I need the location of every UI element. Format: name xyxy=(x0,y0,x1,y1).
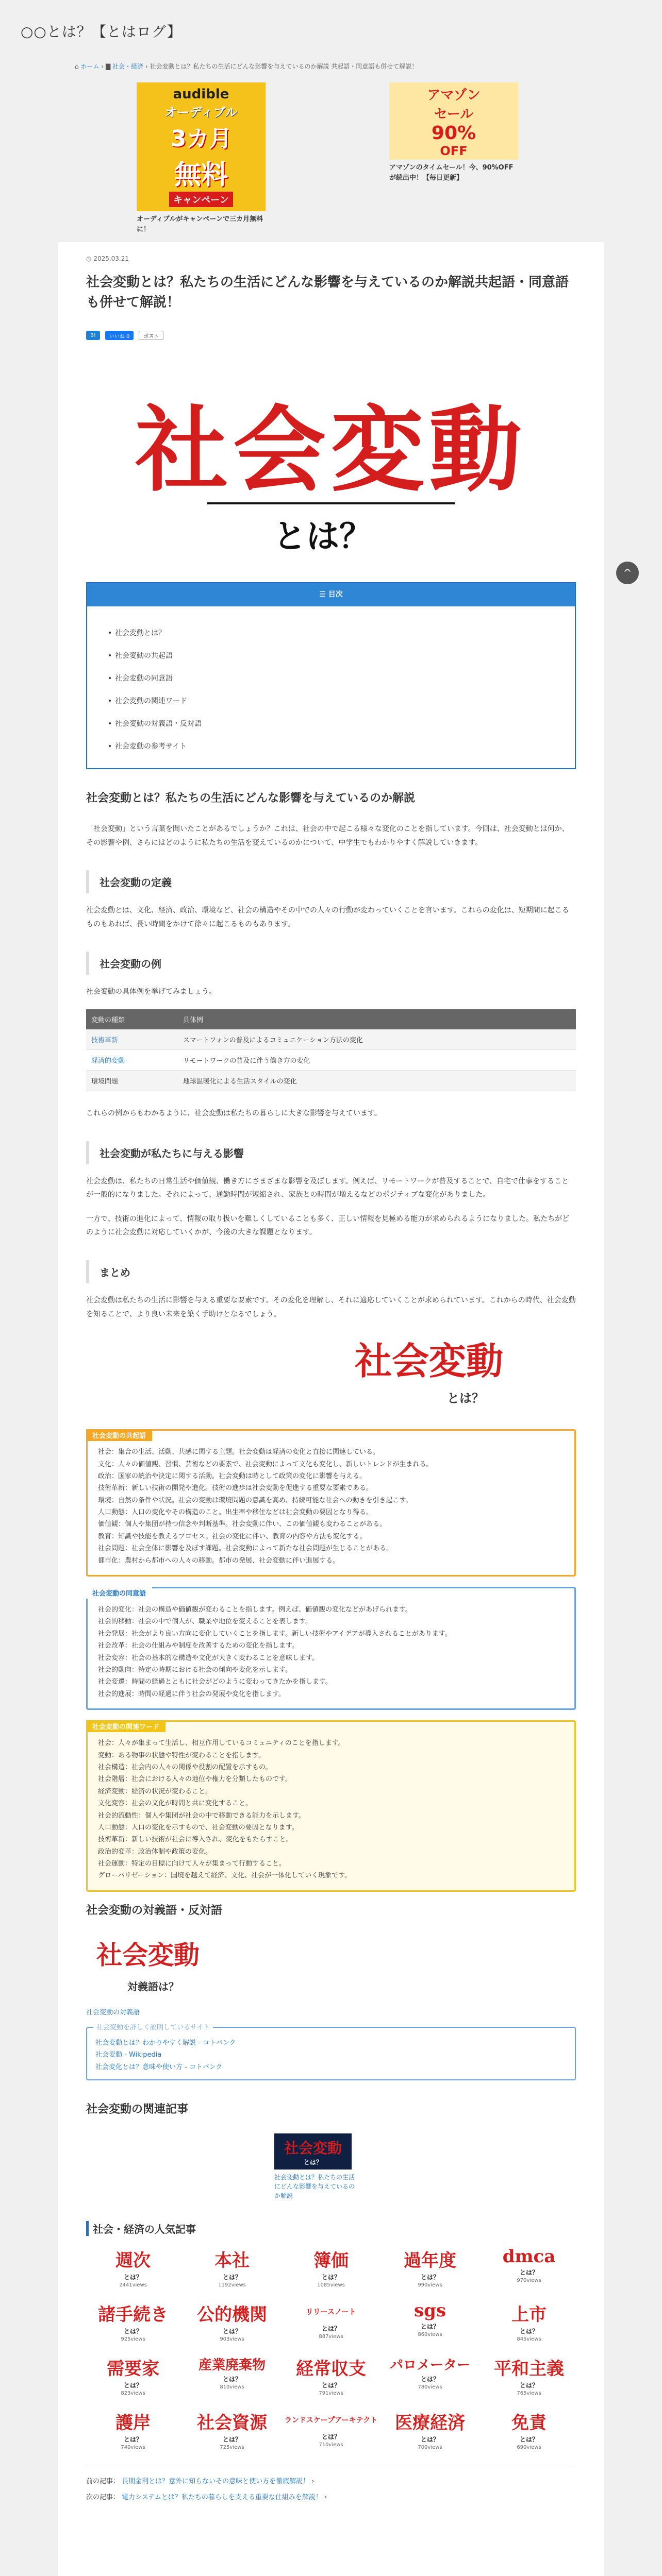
prev-label: 前の記事： xyxy=(86,2478,120,2486)
popular-word[interactable]: 本社 xyxy=(214,2250,250,2272)
toc-item[interactable]: • 社会変動の関連ワード xyxy=(108,690,554,713)
ad-audible-caption[interactable]: オーディブルがキャンペーンで三カ月無料に！ xyxy=(137,215,263,233)
popular-word[interactable]: ランドスケープアーキテクト xyxy=(284,2416,378,2425)
popular-heading: 社会・経済の人気記事 xyxy=(86,2221,576,2236)
section-heading: 社会変動の関連記事 xyxy=(86,2103,189,2116)
prev-post xyxy=(86,2473,576,2489)
toc-title: 目次 xyxy=(328,590,343,599)
popular-views: 791views xyxy=(319,2391,343,2397)
popular-toha: とは？ xyxy=(420,2274,439,2281)
separator: › xyxy=(145,63,148,70)
popular-grid xyxy=(86,2246,576,2450)
popular-views: 710views xyxy=(319,2442,343,2448)
popular-views: 725views xyxy=(220,2445,244,2451)
post-title: 社会変動とは？私たちの生活にどんな影響を与えているのか解説共起語・同意語も併せて解説！ xyxy=(86,275,569,310)
popular-views: 823views xyxy=(121,2391,145,2397)
popular-toha: とは？ xyxy=(123,2274,142,2281)
popular-toha: とは？ xyxy=(222,2328,241,2335)
eyecatch-divider xyxy=(207,502,455,504)
breadcrumb-home[interactable]: ホーム xyxy=(80,63,100,70)
box-line: 社会：人々が集まって生活し、相互作用しているコミュニティのことを指します。 xyxy=(98,1739,345,1748)
related-post-card[interactable] xyxy=(274,2133,357,2200)
popular-word[interactable]: 公的機関 xyxy=(197,2304,267,2326)
table-cell: 地球温暖化による生活スタイルの変化 xyxy=(178,1070,576,1091)
antonym-image-title: 社会変動 xyxy=(96,1939,200,1970)
popular-word[interactable]: 過年度 xyxy=(404,2250,456,2272)
box-line: 社会的変化：社会の構造や価値観が変わることを指します。例えば、価値観の変化などがあげられます。 xyxy=(98,1606,412,1614)
popular-views: 970views xyxy=(517,2278,541,2284)
popular-views: 740views xyxy=(121,2445,145,2451)
box-line: 社会階層：社会における人々の地位や権力を分類したものです。 xyxy=(98,1775,292,1784)
toc-item[interactable]: • 社会変動の同意語 xyxy=(108,667,554,690)
box-line: 社会発展：社会がより良い方向に変化していくことを指します。新しい技術やアイデアが導入されることがあります。 xyxy=(98,1630,452,1638)
popular-item[interactable] xyxy=(284,2354,378,2396)
related-site-link[interactable]: 社会変動 - Wikipedia xyxy=(95,2051,162,2059)
box-line: 経済変動：経済の状況が変わること。 xyxy=(98,1787,212,1795)
popular-word[interactable]: 医療経済 xyxy=(395,2413,465,2434)
popular-item[interactable] xyxy=(482,2409,576,2450)
ad-text: アマゾン xyxy=(427,87,481,103)
ads-row xyxy=(0,82,662,242)
popular-word[interactable]: 諸手続き xyxy=(98,2304,168,2326)
popular-item[interactable] xyxy=(482,2300,576,2342)
box-line: 技術革新：新しい技術の開発や進化。技術の進歩は社会変動を促進する重要な要素である。 xyxy=(98,1484,373,1493)
popular-toha: とは？ xyxy=(222,2376,241,2383)
impact-paragraph: 社会変動は、私たちの日常生活や価値観、働き方にさまざまな影響を及ぼします。例えば、リモートワークが普及することで、自宅で仕事をすることが一般的になりました。それによって、通勤時間が短縮され、家族との時間が増えるなどのポジティブな変化がありました。 xyxy=(86,1177,569,1199)
box-line: 社会変遷：時間の経過とともに社会がどのように変わってきたかを指します。 xyxy=(98,1678,332,1686)
eyecatch-title: 社会変動 xyxy=(135,396,527,504)
summary-paragraph: 社会変動は私たちの生活に影響を与える重要な要素です。その変化を理解し、それに適応していくことが求められています。これからの時代、社会変動を知ることで、より良い未来を築く手助けとなるでしょう。 xyxy=(86,1296,576,1318)
impact-paragraph: 一方で、技術の進化によって、情報の取り扱いを難しくしていることも多く、正しい情報を見極める能力が求められるようになりました。私たちがどのように社会変動に対応していくかが、今後の大きな課題となります。 xyxy=(86,1214,570,1237)
next-label: 次の記事： xyxy=(86,2494,120,2502)
table-row xyxy=(86,1029,576,1050)
summary-image xyxy=(86,1331,576,1409)
popular-toha: とは？ xyxy=(321,2382,340,2389)
eyecatch-image xyxy=(104,355,558,572)
popular-views: 690views xyxy=(517,2445,541,2451)
popular-item[interactable] xyxy=(383,2409,477,2450)
eyecatch-subtitle: とは？ xyxy=(273,518,372,556)
post-date-text: 2025.03.21 xyxy=(93,255,129,262)
ad-text: 3カ月 xyxy=(170,126,232,152)
popular-item[interactable] xyxy=(482,2354,576,2396)
box-line: 技術革新：新しい技術が社会に導入され、変化をもたらすこと。 xyxy=(98,1836,293,1844)
definition-paragraph: 社会変動とは、文化、経済、政治、環境など、社会の構造やその中での人々の行動が変わっていくことを言います。これらの変化は、短期間に起こるものもあれば、長い時間をかけて徐々に起こるものもあります。 xyxy=(86,906,569,928)
thumb-title: 社会変動 xyxy=(284,2139,342,2157)
popular-views: 810views xyxy=(220,2384,244,2391)
popular-views: 903views xyxy=(220,2336,244,2343)
popular-toha: とは？ xyxy=(519,2269,538,2277)
clock-icon: ◷ xyxy=(86,255,92,262)
popular-toha: とは？ xyxy=(321,2433,340,2441)
section-heading: 社会変動が私たちに与える影響 xyxy=(86,1141,576,1164)
popular-word[interactable]: 護岸 xyxy=(115,2413,151,2434)
box-line: 文化変容：社会の文化が時間と共に変化すること。 xyxy=(98,1800,253,1808)
ad-text: audible xyxy=(173,87,229,102)
chevron-right-icon: › xyxy=(311,2478,315,2486)
related-post-title[interactable]: 社会変動とは？私たちの生活にどんな影響を与えているのか解説 xyxy=(274,2174,355,2200)
section-heading: 社会変動の定義 xyxy=(86,870,576,893)
box-label: 社会変動の同意語 xyxy=(86,1587,152,1599)
popular-toha: とは？ xyxy=(420,2323,439,2331)
table-row xyxy=(86,1049,576,1070)
box-line: 文化：人々の価値観、習慣、芸術などの要素で、社会変動によって文化も変化し、新しいトレンドが生まれる。 xyxy=(98,1460,433,1468)
popular-word[interactable]: 簿価 xyxy=(313,2250,349,2272)
popular-item[interactable] xyxy=(86,2246,180,2288)
intro-paragraph: 「社会変動」という言葉を聞いたことがあるでしょうか？これは、社会の中で起こる様々な変化のことを指しています。今回は、社会変動とは何か、その影響や例、さらにはどのように私たちの生活を変えているのかについて、中学生でもわかりやすく解説していきます。 xyxy=(86,825,569,847)
toc-item[interactable]: • 社会変動の共起語 xyxy=(108,645,554,667)
table-header-cell: 具体例 xyxy=(178,1009,576,1029)
box-line: 社会：集合の生活、活動、共感に関する主題。社会変動は経済の変化と直接に関連している。 xyxy=(98,1448,380,1456)
table-cell: スマートフォンの普及によるコミュニケーション方法の変化 xyxy=(178,1029,576,1050)
popular-toha: とは？ xyxy=(123,2328,142,2335)
popular-item[interactable] xyxy=(86,2354,180,2396)
popular-item[interactable] xyxy=(86,2409,180,2450)
table-cell: リモートワークの普及に伴う働き方の変化 xyxy=(178,1049,576,1070)
examples-after: これらの例からもわかるように、社会変動は私たちの暮らしに大きな影響を与えています。 xyxy=(86,1109,382,1117)
popular-views: 765views xyxy=(517,2391,541,2397)
popular-toha: とは？ xyxy=(519,2328,538,2335)
popular-word[interactable]: sgs xyxy=(413,2300,446,2321)
section-heading: まとめ xyxy=(86,1260,576,1283)
related-site-link[interactable]: 社会変化とは？意味や使い方 - コトバンク xyxy=(95,2063,223,2071)
popular-toha: とは？ xyxy=(519,2382,538,2389)
ad-amazon-caption[interactable]: アマゾンのタイムセール！今、90%OFFが続出中！【毎日更新】 xyxy=(389,164,514,182)
ad-text: キャンペーン xyxy=(169,192,233,207)
box-line: 環境：自然の条件や状況。社会の変動は環境問題の意識を高め、持続可能な社会への動きを引き起こす。 xyxy=(98,1496,412,1504)
box-line: 社会的動向：特定の時期における社会の傾向や変化を示します。 xyxy=(98,1666,292,1674)
popular-item[interactable] xyxy=(185,2246,279,2288)
share-buttons xyxy=(86,331,576,340)
summary-image-title: 社会変動 xyxy=(354,1339,503,1383)
ad-audible-image[interactable] xyxy=(137,82,266,211)
box-line: 都市化：農村から都市への人々の移動。都市の発展、社会変動に伴い進展する。 xyxy=(98,1556,340,1565)
popular-item[interactable] xyxy=(185,2354,279,2396)
popular-word[interactable]: 経常収支 xyxy=(296,2359,366,2380)
popular-item[interactable] xyxy=(185,2409,279,2450)
popular-item[interactable] xyxy=(284,2300,378,2342)
box-line: 社会的流動性：個人や集団が社会の中で移動できる能力を示します。 xyxy=(98,1811,305,1820)
related-sites-box xyxy=(86,2023,576,2080)
page-top-button[interactable]: ^ xyxy=(616,562,639,584)
popular-item[interactable] xyxy=(86,2300,180,2342)
popular-word[interactable]: 需要家 xyxy=(107,2359,159,2380)
table-header-cell: 変動の種類 xyxy=(86,1009,178,1029)
popular-item[interactable] xyxy=(383,2300,477,2342)
breadcrumb-category[interactable]: 社会・経済 xyxy=(112,63,144,70)
popular-views: 1192views xyxy=(218,2282,246,2289)
box-line: 社会問題：社会全体に影響を及ぼす課題。社会変動によって新たな社会問題が生じることがある。 xyxy=(98,1545,393,1553)
ad-audible[interactable] xyxy=(137,82,266,242)
separator: › xyxy=(101,63,104,70)
popular-toha: とは？ xyxy=(123,2382,142,2389)
box-line: 変動：ある物事の状態や特性が変わることを指します。 xyxy=(98,1751,265,1759)
examples-table xyxy=(86,1009,576,1091)
ad-text: オーディブル xyxy=(164,105,238,120)
box-line: 政治：国家の統治や決定に関する活動。社会変動は時として政策の変化に影響を与える。 xyxy=(98,1472,367,1480)
prev-post-link[interactable]: 長期金利とは？意外に知らないその意味と使い方を徹底解説！ xyxy=(122,2478,310,2486)
toc-item[interactable]: • 社会変動の対義語・反対語 xyxy=(108,713,554,735)
popular-views: 860views xyxy=(418,2332,442,2338)
popular-item[interactable] xyxy=(383,2354,477,2396)
popular-word[interactable]: dmca xyxy=(502,2246,556,2267)
chevron-right-icon: › xyxy=(324,2494,327,2502)
box-line: グローバリゼーション：国境を越えて経済、文化、社会が一体化していく現象です。 xyxy=(98,1872,352,1880)
popular-toha: とは？ xyxy=(222,2274,241,2281)
related-post-thumbnail[interactable] xyxy=(274,2133,352,2170)
antonym-image xyxy=(96,1935,230,2002)
cooccurrence-box xyxy=(86,1429,576,1577)
next-post xyxy=(86,2489,576,2505)
popular-word[interactable]: 社会資源 xyxy=(197,2413,267,2434)
popular-word[interactable]: パロメーター xyxy=(389,2358,470,2374)
section-heading: 社会変動の対義語・反対語 xyxy=(86,1904,223,1917)
popular-views: 1085views xyxy=(317,2282,345,2289)
next-post-link[interactable]: 電力システムとは？私たちの暮らしを支える重要な仕組みを解説！ xyxy=(122,2494,322,2502)
synonym-box xyxy=(86,1587,576,1710)
popular-toha: とは？ xyxy=(222,2436,241,2444)
post-navigation xyxy=(86,2466,576,2505)
table-cell[interactable]: 技術革新 xyxy=(86,1029,178,1050)
box-line: 社会的移動：社会の中で個人が、職業や地位を変えることを表します。 xyxy=(98,1618,312,1626)
related-words-box xyxy=(86,1720,576,1892)
popular-views: 887views xyxy=(319,2334,343,2340)
box-line: 政治的変革：政治体制や政策の変化。 xyxy=(98,1848,212,1856)
popular-item[interactable] xyxy=(482,2246,576,2288)
popular-toha: とは？ xyxy=(321,2325,340,2333)
examples-intro: 社会変動の具体例を挙げてみましょう。 xyxy=(86,988,216,996)
ad-text: セール xyxy=(434,106,474,122)
table-header-row xyxy=(86,1009,576,1029)
box-line: 人口動態：人口の変化を示すもので、社会変動の要因となります。 xyxy=(98,1823,299,1832)
ad-amazon[interactable] xyxy=(389,82,518,242)
popular-views: 2441views xyxy=(119,2282,147,2289)
summary-image-subtitle: とは？ xyxy=(447,1391,484,1406)
box-line: 社会的進展：時間の経過に伴う社会の発展や変化を指します。 xyxy=(98,1690,285,1698)
antonym-caption[interactable]: 社会変動の対義語 xyxy=(86,2008,140,2016)
section-heading: 社会変動の例 xyxy=(86,952,576,975)
post-date xyxy=(86,255,576,262)
popular-views: 700views xyxy=(418,2445,442,2451)
popular-item[interactable] xyxy=(185,2300,279,2342)
toc-list xyxy=(87,606,575,768)
table-cell: 環境問題 xyxy=(86,1070,178,1091)
popular-word[interactable]: 上市 xyxy=(511,2304,547,2326)
site-title[interactable]: ○○とは？【とはログ】 xyxy=(21,23,182,40)
ad-amazon-image[interactable] xyxy=(389,82,518,160)
popular-toha: とは？ xyxy=(123,2436,142,2444)
related-site-link[interactable]: 社会変動とは？わかりやすく解説 - コトバンク xyxy=(95,2039,236,2047)
popular-toha: とは？ xyxy=(519,2436,538,2444)
table-of-contents xyxy=(86,582,576,769)
x-post-button[interactable]: ポスト xyxy=(139,331,163,340)
popular-toha: とは？ xyxy=(321,2274,340,2281)
popular-word[interactable]: 免責 xyxy=(511,2413,547,2434)
popular-toha: とは？ xyxy=(420,2436,439,2444)
toc-item[interactable]: • 社会変動の参考サイト xyxy=(108,735,554,758)
ad-text: 無料 xyxy=(174,160,228,191)
antonym-image-subtitle: 対義語は？ xyxy=(127,1980,179,1993)
box-line: 人口動態：人口の変化やその構造のこと。出生率や移住などは社会変動の要因となり得る。 xyxy=(98,1509,373,1517)
box-line: 社会構造：社会内の人々の関係や役割の配置を示すもの。 xyxy=(98,1763,272,1771)
section-heading: 社会変動とは？私たちの生活にどんな影響を与えているのか解説 xyxy=(86,792,416,805)
popular-item[interactable] xyxy=(284,2409,378,2450)
table-cell[interactable]: 経済的変動 xyxy=(86,1049,178,1070)
popular-word[interactable]: 平和主義 xyxy=(494,2359,564,2380)
popular-word[interactable]: リリースノート xyxy=(306,2308,356,2317)
popular-word[interactable]: 週次 xyxy=(115,2250,151,2272)
popular-views: 845views xyxy=(517,2336,541,2343)
box-line: 価値観：個人や集団が持つ信念や判断基準。社会変動に伴い、この価値観も変わることがある。 xyxy=(98,1520,387,1529)
popular-item[interactable] xyxy=(284,2246,378,2288)
popular-word[interactable]: 産業廃棄物 xyxy=(198,2358,266,2374)
home-icon: ⌂ xyxy=(75,63,79,70)
ad-text: OFF xyxy=(440,143,468,158)
popular-views: 925views xyxy=(121,2336,145,2343)
hatena-bookmark-button[interactable]: B! xyxy=(86,331,100,340)
popular-views: 780views xyxy=(418,2384,442,2391)
breadcrumb xyxy=(0,57,662,77)
popular-views: 990views xyxy=(418,2282,442,2289)
box-label: 社会変動の共起語 xyxy=(86,1429,152,1441)
box-line: 社会改革：社会の仕組みや制度を改善するための変化を指します。 xyxy=(98,1642,299,1650)
site-header xyxy=(0,0,662,57)
thumb-subtitle: とは？ xyxy=(303,2158,322,2166)
toc-item[interactable]: • 社会変動とは？ xyxy=(108,622,554,645)
box-label: 社会変動を詳しく説明しているサイト xyxy=(93,2022,213,2031)
popular-item[interactable] xyxy=(383,2246,477,2288)
popular-toha: とは？ xyxy=(420,2376,439,2383)
folder-icon: ▇ xyxy=(105,63,111,70)
facebook-like-button[interactable]: いいね 0 xyxy=(105,331,134,340)
article xyxy=(58,242,604,2576)
ad-text: 90% xyxy=(431,122,476,144)
list-icon: ☰ xyxy=(319,590,328,599)
table-row xyxy=(86,1070,576,1091)
breadcrumb-current: 社会変動とは？私たちの生活にどんな影響を与えているのか解説 共起語・同意語も併せて解説！ xyxy=(150,63,418,70)
box-line: 社会運動：特定の目標に向けて人々が集まって行動すること。 xyxy=(98,1860,286,1868)
toc-header[interactable] xyxy=(87,583,575,606)
box-line: 教育：知識や技能を教えるプロセス。社会の変化に伴い、教育の内容や方法も変化する。 xyxy=(98,1532,367,1540)
box-label: 社会変動の関連ワード xyxy=(86,1720,166,1732)
box-line: 社会変容：社会の基本的な構造や文化が大きく変わることを意味します。 xyxy=(98,1654,319,1662)
